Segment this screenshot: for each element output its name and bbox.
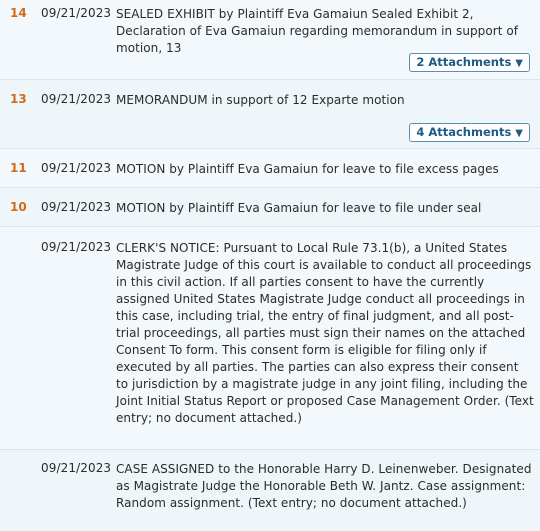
entry-number: 11 [10,161,27,175]
attachments-label: 4 Attachments [416,125,512,139]
docket-entry-11 [0,149,540,188]
caret-down-icon: ▼ [515,128,523,139]
entry-number: 14 [10,6,27,20]
entry-date: 09/21/2023 [41,461,112,475]
docket-entry-case-assigned [0,450,540,531]
attachments-dropdown-button[interactable] [409,123,530,142]
docket-entry-14 [0,0,540,80]
entry-text: MOTION by Plaintiff Eva Gamaiun for leave to file under seal [116,201,482,215]
entry-date: 09/21/2023 [41,92,112,106]
entry-date: 09/21/2023 [41,161,112,175]
entry-text: MOTION by Plaintiff Eva Gamaiun for leave to file excess pages [116,162,499,176]
docket-entry-13 [0,80,540,149]
entry-text: SEALED EXHIBIT by Plaintiff Eva Gamaiun Sealed Exhibit 2, Declaration of Eva Gamaiun regarding memorandum in support of motion, 13 [116,7,518,55]
attachments-label: 2 Attachments [416,55,512,69]
entry-text: CLERK'S NOTICE: Pursuant to Local Rule 73.1(b), a United States Magistrate Judge of this court is available to conduct all proceedings in this civil action. If all parties consent to have the currently assigned United States Magistrate Judge conduct all proceedings in this case, including trial, the entry of final judgment, and all post-trial proceedings, all parties must sign their names on the attached Consent To form. This consent form is eligible for filing only if executed by all parties. The parties can also express their consent to jurisdiction by a magistrate judge in any joint filing, including the Joint Initial Status Report or proposed Case Management Order. (Text entry; no document attached.) [116,241,534,425]
docket-entry-clerks-notice [0,227,540,450]
entry-text: CASE ASSIGNED to the Honorable Harry D. Leinenweber. Designated as Magistrate Judge the Honorable Beth W. Jantz. Case assignment: Random assignment. (Text entry; no document attached.) [116,462,532,510]
entry-date: 09/21/2023 [41,200,112,214]
attachments-dropdown-button[interactable] [409,53,530,72]
entry-date: 09/21/2023 [41,240,112,254]
entry-text: MEMORANDUM in support of 12 Exparte motion [116,93,405,107]
entry-date: 09/21/2023 [41,6,112,20]
entry-number: 10 [10,200,27,214]
caret-down-icon: ▼ [515,58,523,69]
docket-entry-10 [0,188,540,227]
entry-number: 13 [10,92,27,106]
